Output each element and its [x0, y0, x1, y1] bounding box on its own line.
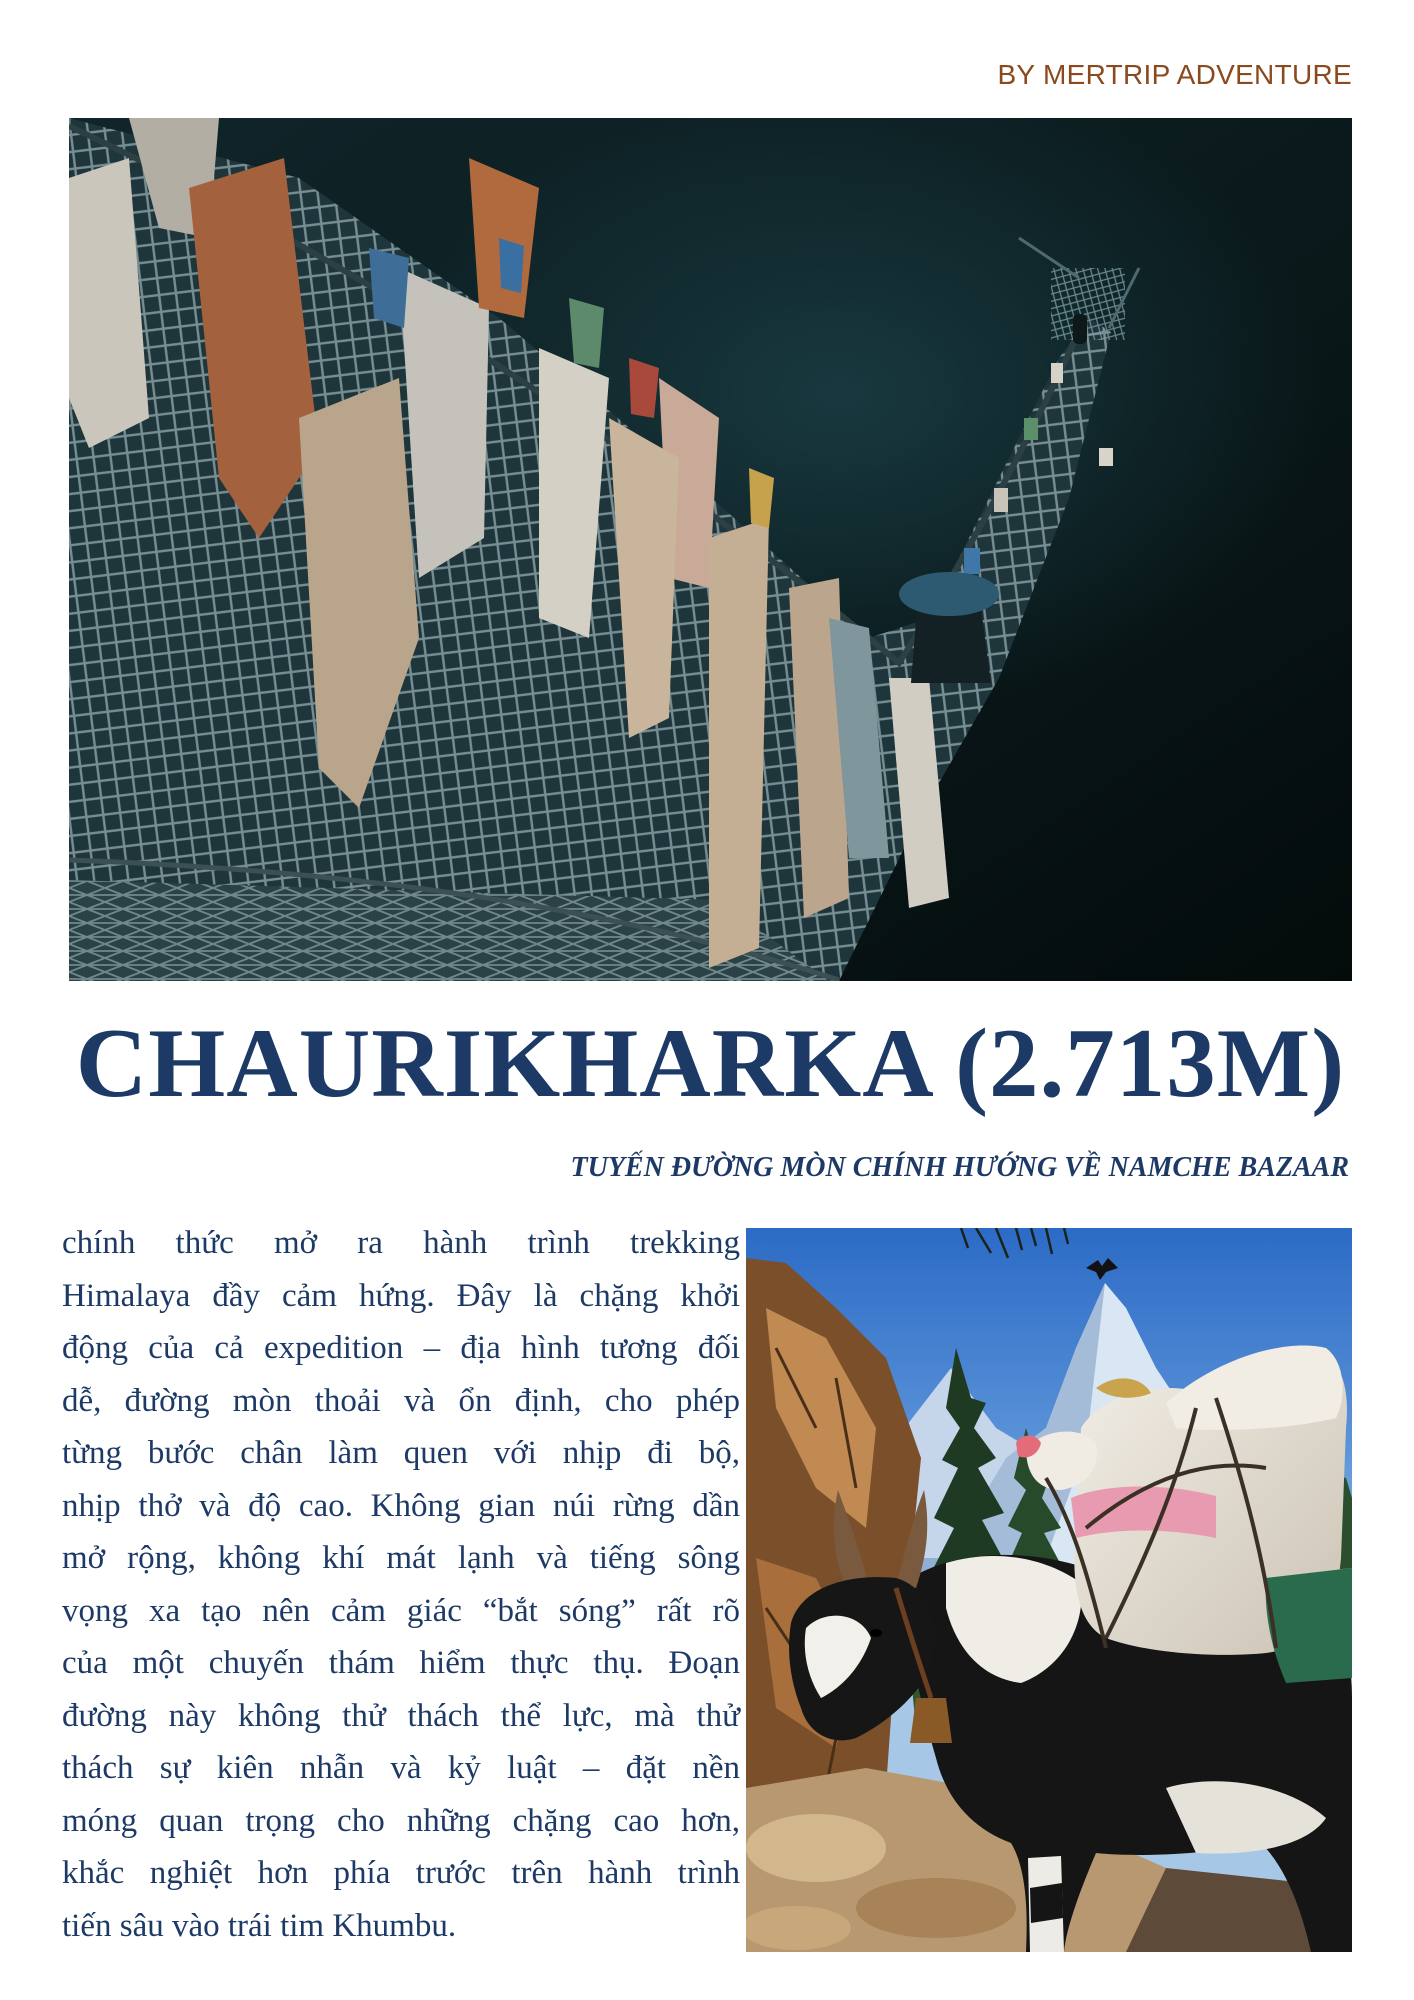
- suspension-bridge-image: [69, 118, 1352, 981]
- load-pink-cloth: [1071, 1486, 1216, 1538]
- body-line: đường này không thử thách thể lực, mà thử: [62, 1697, 740, 1734]
- prayer-flag: [1051, 363, 1063, 383]
- trekker-body: [911, 608, 991, 683]
- yak-photo: [746, 1228, 1352, 1952]
- body-line: chính thức mở ra hành trình trekking: [62, 1225, 740, 1261]
- body-line: vọng xa tạo nên cảm giác “bắt sóng” rất rõ: [62, 1592, 740, 1629]
- body-line: động của cả expedition – địa hình tương đối: [62, 1330, 740, 1366]
- rock: [746, 1814, 886, 1882]
- page-title: CHAURIKHARKA (2.713M): [75, 1009, 1346, 1118]
- prayer-flag: [709, 518, 769, 968]
- far-bridge-tower: [1051, 268, 1125, 340]
- rock: [746, 1906, 851, 1950]
- hero-photo: [69, 118, 1352, 981]
- body-line: dễ, đường mòn thoải và ổn định, cho phép: [62, 1382, 740, 1419]
- title-container: [69, 1009, 1352, 1119]
- body-line: móng quan trọng cho những chặng cao hơn,: [62, 1802, 740, 1839]
- yak-mountain-image: [746, 1228, 1352, 1952]
- prayer-flag: [994, 488, 1008, 512]
- body-line: mở rộng, không khí mát lạnh và tiếng sông: [62, 1540, 740, 1576]
- prayer-flag: [569, 298, 604, 368]
- prayer-flag: [1099, 448, 1113, 466]
- page-subtitle: TUYẾN ĐƯỜNG MÒN CHÍNH HƯỚNG VỀ NAMCHE BAZAAR: [570, 1152, 1349, 1183]
- byline: BY MERTRIP ADVENTURE: [997, 59, 1352, 90]
- body-line: nhịp thở và độ cao. Không gian núi rừng dần: [62, 1487, 740, 1524]
- yak-leg-patch: [1030, 1883, 1063, 1923]
- body-line: khắc nghiệt hơn phía trước trên hành trình: [62, 1855, 740, 1891]
- blue-hat: [899, 572, 999, 616]
- body-line: thách sự kiên nhẫn và kỷ luật – đặt nền: [62, 1750, 740, 1786]
- prayer-flag: [499, 238, 524, 293]
- body-line: của một chuyến thám hiểm thực thụ. Đoạn: [62, 1645, 740, 1681]
- prayer-flag: [964, 548, 980, 574]
- far-trekker: [1073, 314, 1087, 344]
- prayer-flag: [369, 248, 409, 328]
- rock: [856, 1878, 1016, 1938]
- prayer-flag: [1024, 418, 1038, 440]
- body-line: từng bước chân làm quen với nhịp đi bộ,: [62, 1435, 740, 1471]
- bell-icon: [910, 1698, 952, 1743]
- body-line: Himalaya đầy cảm hứng. Đây là chặng khởi: [62, 1277, 740, 1314]
- body-line: tiến sâu vào trái tim Khumbu.: [62, 1907, 457, 1944]
- body-text: [62, 1217, 740, 1952]
- prayer-flag: [629, 358, 659, 418]
- yak-eye: [870, 1629, 882, 1637]
